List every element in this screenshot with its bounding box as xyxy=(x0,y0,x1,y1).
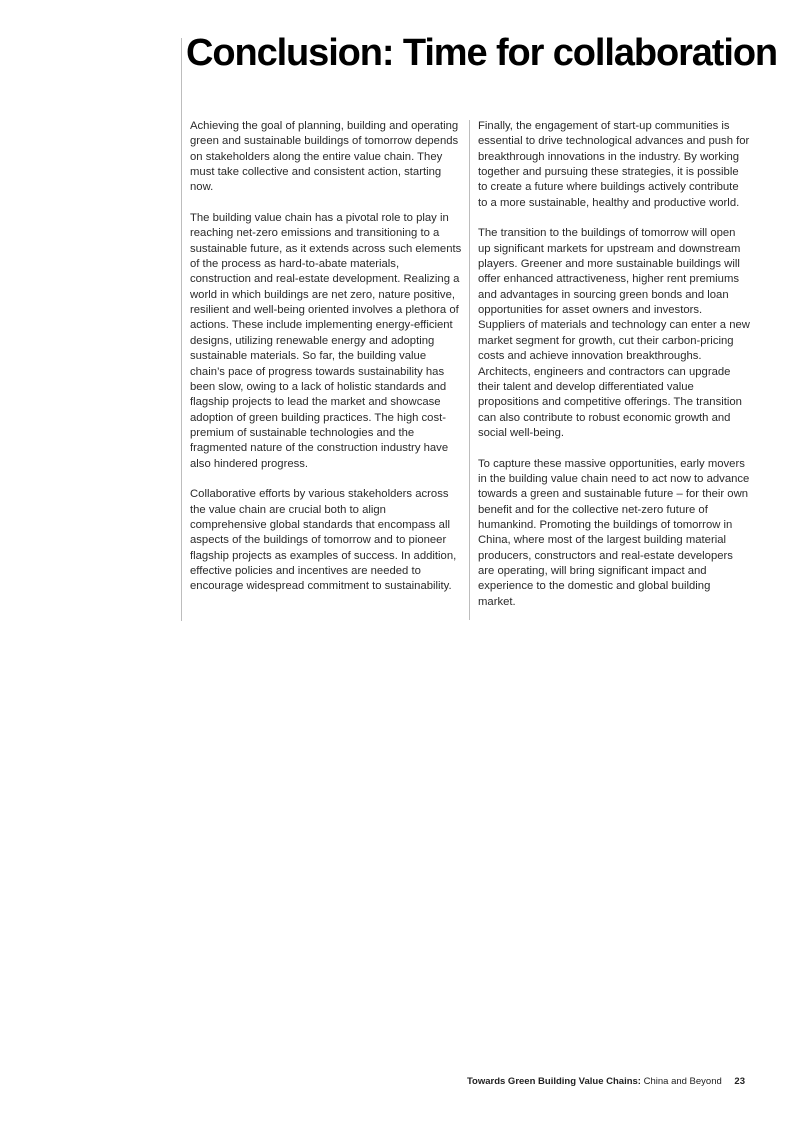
left-column xyxy=(190,119,462,610)
body-paragraph: Achieving the goal of planning, building and operating green and sustainable buildings of tomorrow depends on stakeholders along the entire value chain. They must take collective and consistent action, starting now. xyxy=(190,120,459,194)
footer-report-subtitle: China and Beyond xyxy=(643,1076,722,1087)
body-paragraph: The transition to the buildings of tomorrow will open up significant markets for upstream and downstream players. Greener and more sustainable buildings will offer enhanced attractiveness, higher rent premiums and advantages in sourcing green bonds and loan opportunities for asset owners and investors. Suppliers of materials and technology can enter a new market segment for growth, cut their carbon-pricing costs and achieve innovation breakthroughs. Architects, engineers and contractors can upgrade their talent and develop differentiated value propositions and competitive offerings. The transition can also contribute to robust economic growth and social well-being. xyxy=(478,227,750,439)
page-footer xyxy=(467,1076,745,1087)
body-paragraph: The building value chain has a pivotal role to play in reaching net-zero emissions and transitioning to a sustainable future, as it extends across such elements of the process as hard-to-abate materials, construction and real-estate development. Realizing a world in which buildings are net zero, nature positive, resilient and well-being oriented involves a plethora of actions. These include implementing energy-efficient designs, utilizing renewable energy and adopting sustainable materials. So far, the building value chain’s pace of progress towards sustainability has been slow, owing to a lack of holistic standards and flagship projects to lead the market and showcase adoption of green building practices. The high cost-premium of sustainable technologies and the fragmented nature of the construction industry have also hindered progress. xyxy=(190,212,462,470)
title-divider-line xyxy=(181,38,182,621)
page-number: 23 xyxy=(734,1076,745,1087)
right-column xyxy=(478,119,750,625)
footer-report-title: Towards Green Building Value Chains: xyxy=(466,1076,641,1087)
column-divider-line xyxy=(469,120,470,620)
body-paragraph: Finally, the engagement of start-up communities is essential to drive technological advances and push for breakthrough innovations in the industry. By working together and pursuing these strategies, it is possible to create a future where buildings actively contribute to a more sustainable, healthy and productive world. xyxy=(478,120,750,209)
body-paragraph: To capture these massive opportunities, early movers in the building value chain need to act now to advance towards a green and sustainable future – for their own benefit and for the collective net-zero future of humankind. Promoting the buildings of tomorrow in China, where most of the largest building material producers, constructors and real-estate developers are operating, will bring significant impact and experience to the domestic and global building market. xyxy=(478,457,750,608)
page-title: Conclusion: Time for collaboration xyxy=(186,32,778,74)
body-paragraph: Collaborative efforts by various stakeholders across the value chain are crucial both to align comprehensive global standards that encompass all aspects of the buildings of tomorrow and to pioneer flagship projects as examples of success. In addition, effective policies and incentives are needed to encourage widespread commitment to sustainability. xyxy=(190,488,457,593)
